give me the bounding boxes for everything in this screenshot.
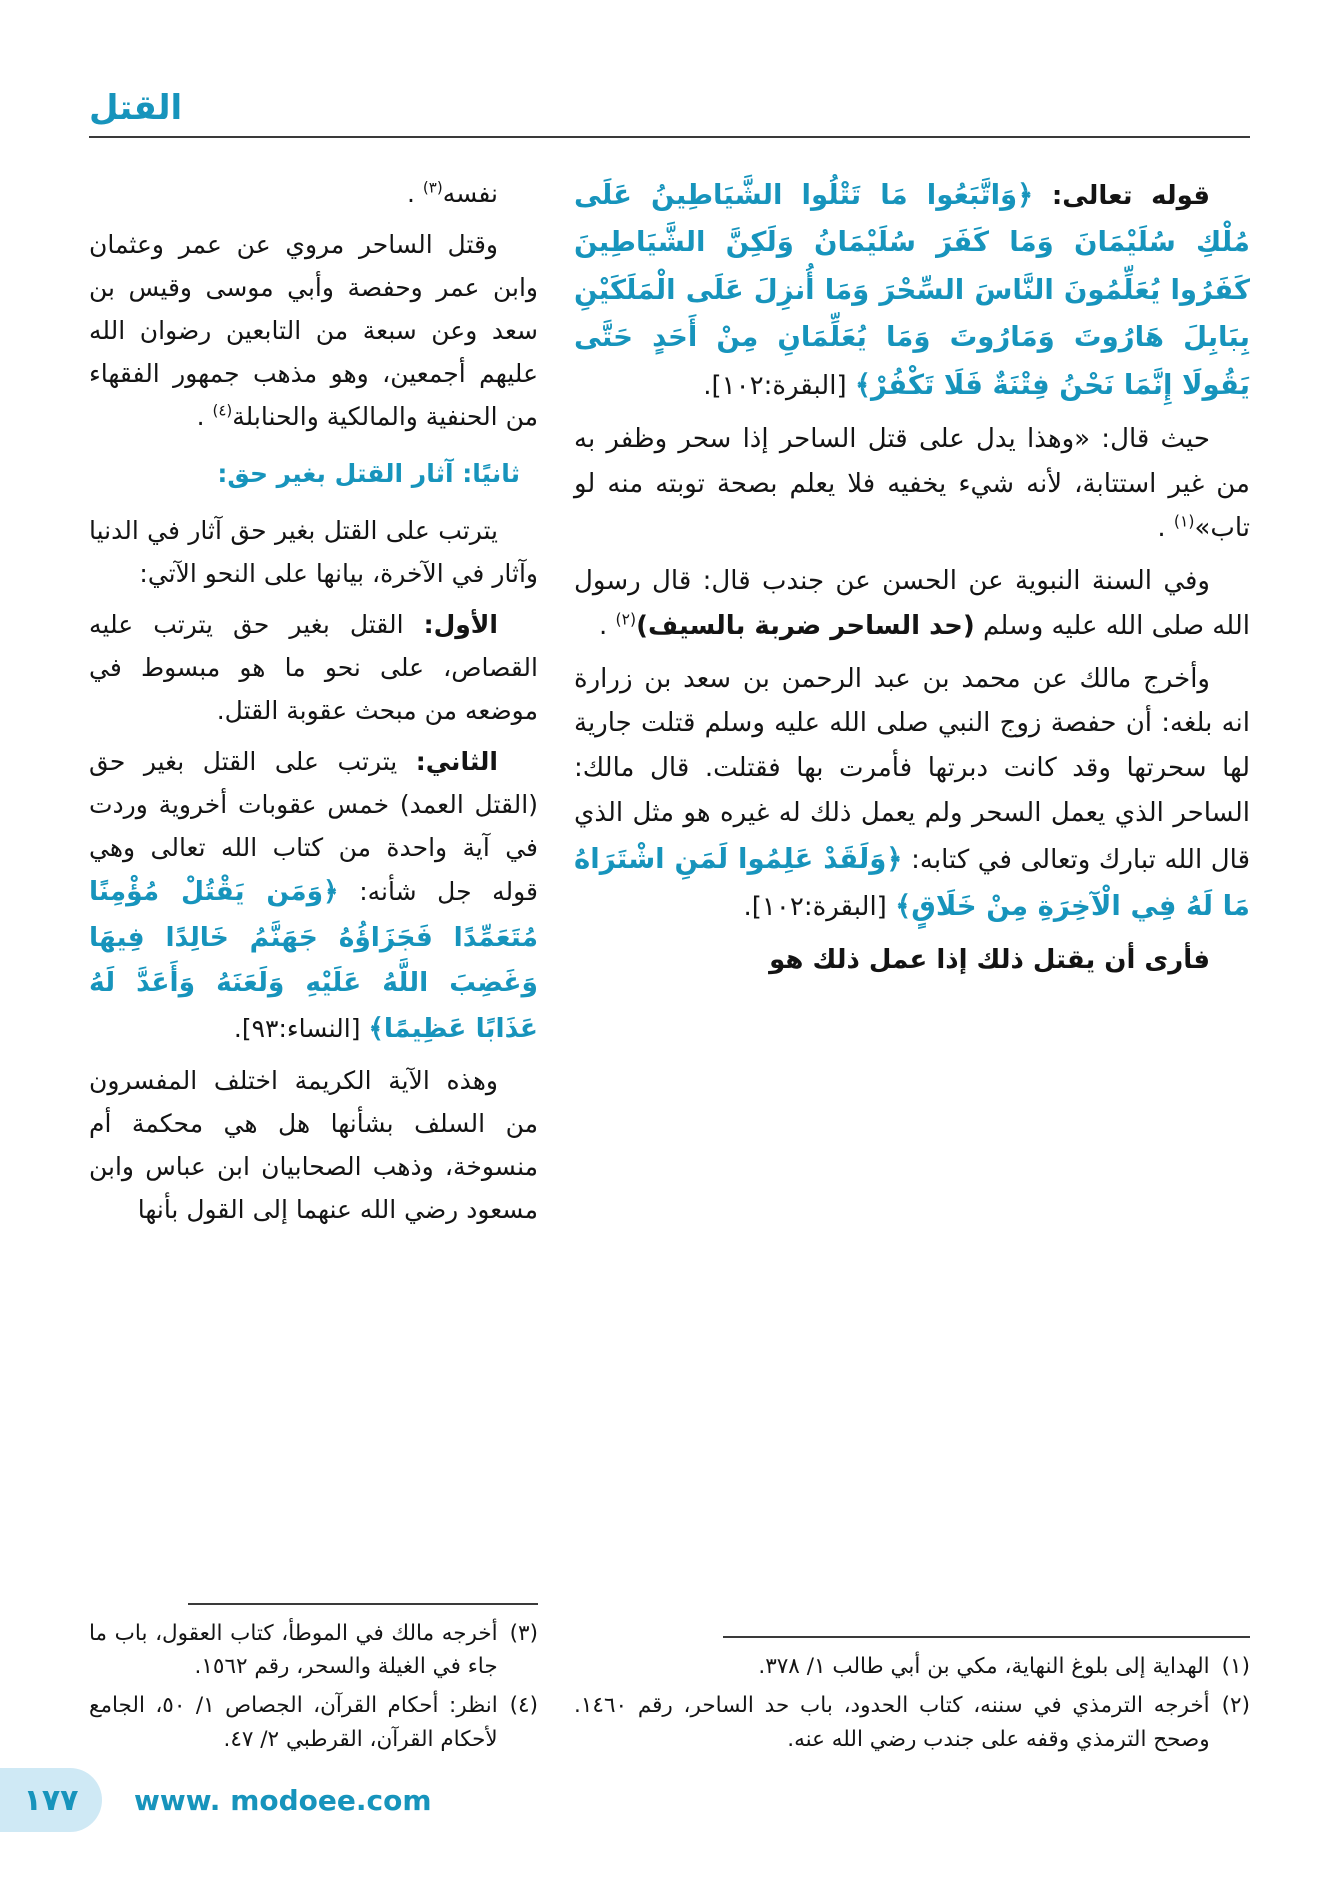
footnote [574,1689,1250,1756]
footnote-text: انظر: أحكام القرآن، الجصاص ١/ ٥٠، الجامع لأحكام القرآن، القرطبي ٢/ ٤٧. [89,1693,498,1752]
text-segment: يترتب على القتل بغير حق آثار في الدنيا وآثار في الآخرة، بيانها على النحو الآتي: [89,516,538,588]
header-rule [89,136,1250,138]
website-url: www. modoee.com [134,1783,432,1817]
text-segment: (حد الساحر ضربة بالسيف) [636,610,975,641]
section-heading [89,452,538,495]
text-segment: (٢) [615,610,637,629]
text-segment: ﴿وَاتَّبَعُوا مَا تَتْلُوا الشَّيَاطِينُ عَلَى مُلْكِ سُلَيْمَانَ وَمَا كَفَرَ سُلَيْمَانُ وَلَكِنَّ الشَّيَاطِينَ كَفَرُوا يُعَلِّمُونَ النَّاسَ السِّحْرَ وَمَا أُنزِلَ عَلَى الْمَلَكَيْنِ بِبَابِلَ هَارُوتَ وَمَارُوتَ وَمَا يُعَلِّمَانِ مِنْ أَحَدٍ حَتَّى يَقُولَا إِنَّمَا نَحْنُ فِتْنَةٌ فَلَا تَكْفُرْ﴾ [574,179,1250,401]
footnote-text: الهداية إلى بلوغ النهاية، مكي بن أبي طالب ١/ ٣٧٨. [758,1654,1210,1680]
footnote-separator [723,1636,1250,1638]
footnote-number: (١) [1221,1654,1250,1680]
text-segment: . [407,179,423,208]
column-right-content [574,172,1250,991]
paragraph [89,603,538,732]
text-segment: حيث قال: «وهذا يدل على قتل الساحر إذا سحر وظفر به من غير استتابة، لأنه شيء يخفيه فلا يعلم بصحة توبته منه لو تاب» [574,424,1250,544]
column-left-content [89,172,538,1239]
page-footer [0,1768,432,1832]
footnote [89,1689,538,1756]
column-left [89,172,538,1762]
text-segment: وهذه الآية الكريمة اختلف المفسرون من السلف بشأنها هل هي محكمة أم منسوخة، وذهب الصحابيان ابن عباس وابن مسعود رضي الله عنهما إلى القول بأنها [89,1066,538,1225]
text-segment: قوله تعالى: [1033,181,1210,211]
text-segment: يترتب على القتل بغير حق (القتل العمد) خمس عقوبات أخروية وردت في آية واحدة من كتاب الله تعالى وهي قوله جل شأنه: [89,747,538,906]
text-segment: [البقرة:١٠٢]. [743,891,896,922]
page-number: ١٧٧ [23,1782,79,1818]
footnotes-right-list [574,1650,1250,1756]
text-segment: نفسه [442,179,498,208]
text-segment: الثاني: [415,747,498,776]
paragraph [574,559,1250,648]
text-segment: ﴿وَمَن يَقْتُلْ مُؤْمِنًا مُتَعَمِّدًا فَجَزَاؤُهُ جَهَنَّمُ خَالِدًا فِيهَا وَغَضِبَ اللَّهُ عَلَيْهِ وَلَعَنَهُ وَأَعَدَّ لَهُ عَذَابًا عَظِيمًا﴾ [89,876,538,1044]
text-segment: القتل بغير حق يترتب عليه القصاص، على نحو ما هو مبسوط في موضعه من مبحث عقوبة القتل. [89,610,538,725]
footnote [89,1617,538,1684]
footnote-number: (٢) [1221,1693,1250,1719]
text-segment: . [1157,513,1174,544]
footnote-number: (٤) [509,1693,538,1719]
text-segment: [البقرة:١٠٢]. [703,370,855,401]
footnotes-left-list [89,1617,538,1756]
page-number-tab [0,1768,102,1832]
paragraph [89,1059,538,1231]
footnote-separator [188,1603,538,1605]
page-header [89,88,1250,138]
paragraph [89,509,538,595]
text-segment: (٤) [212,401,233,420]
column-right [574,172,1250,1762]
text-segment: [النساء:٩٣]. [233,1013,369,1043]
footnote-text: أخرجه الترمذي في سننه، كتاب الحدود، باب حد الساحر، رقم ١٤٦٠. وصحح الترمذي وقفه على جندب رضي الله عنه. [574,1693,1210,1752]
footnote-text: أخرجه مالك في الموطأ، كتاب العقول، باب ما جاء في الغيلة والسحر، رقم ١٥٦٢. [89,1620,498,1680]
text-segment: . [599,610,616,641]
paragraph [574,657,1250,931]
paragraph [89,172,538,215]
text-segment: وقتل الساحر مروي عن عمر وعثمان وابن عمر وحفصة وأبي موسى وقيس بن سعد وعن سبعة من التابعين رضوان الله عليهم أجمعين، وهو مذهب جمهور الفقهاء من الحنفية والمالكية والحنابلة [89,230,538,431]
paragraph [89,223,538,438]
main-content [89,172,1250,1762]
text-segment: وأخرج مالك عن محمد بن عبد الرحمن بن سعد بن زرارة انه بلغه: أن حفصة زوج النبي صلى الله عليه وسلم قتلت جارية لها سحرتها وقد كانت دبرتها فأمرت بها فقتلت. قال مالك: الساحر الذي يعمل السحر ولم يعمل ذلك له غيره هو مثل الذي قال الله تبارك وتعالى في كتابه: [574,663,1250,875]
text-segment: فأرى أن يقتل ذلك إذا عمل ذلك هو [769,945,1210,976]
page-title: القتل [89,88,183,128]
text-segment: (٣) [422,178,443,197]
paragraph [89,740,538,1051]
paragraph [574,172,1250,409]
footnote-number: (٣) [509,1620,538,1646]
footnote [574,1650,1250,1683]
paragraph [574,417,1250,551]
footnotes-left [89,1599,538,1762]
text-segment: . [196,402,213,431]
text-segment: (١) [1173,512,1195,531]
footnotes-right [574,1632,1250,1762]
text-segment: ثانيًا: آثار القتل بغير حق: [217,459,520,488]
text-segment: ﴿وَلَقَدْ عَلِمُوا لَمَنِ اشْتَرَاهُ مَا لَهُ فِي الْآخِرَةِ مِنْ خَلَاقٍ﴾ [574,842,1250,922]
text-segment: الأول: [423,610,498,639]
paragraph [574,938,1250,983]
text-segment: وفي السنة النبوية عن الحسن عن جندب قال: قال رسول الله صلى الله عليه وسلم [574,566,1250,641]
